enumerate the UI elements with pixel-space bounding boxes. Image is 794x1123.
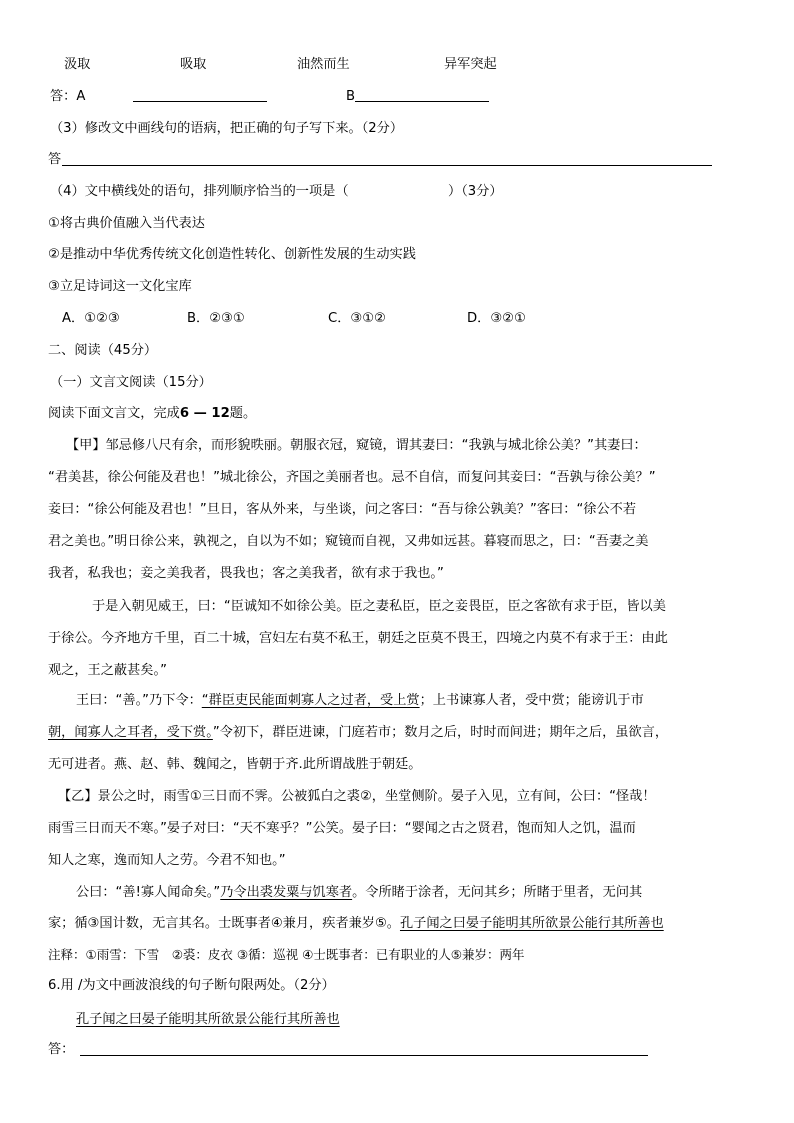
instruction-a: 阅读下面文言文，完成	[48, 406, 180, 421]
instruction-range: 6 — 12	[179, 406, 230, 421]
instruction-c: 题。	[229, 406, 257, 421]
q4-option-b[interactable]: B．②③①	[187, 311, 245, 326]
yi-line3: 知人之寒，逸而知人之劳。今君不知也。”	[48, 853, 286, 868]
answer-b-label: B	[346, 89, 356, 104]
reading-instruction	[48, 405, 256, 423]
q3-answer-blank[interactable]	[62, 153, 712, 166]
jia-p3-line2	[48, 724, 668, 742]
vocab-2: 吸取	[180, 57, 207, 72]
q4-option-d[interactable]: D．③②①	[467, 311, 526, 326]
answer-b-blank[interactable]	[355, 89, 489, 102]
q3-prompt: （3）修改文中画线句的语病，把正确的句子写下来。（2分）	[50, 121, 404, 136]
jia-p2-line2: 于徐公。今齐地方千里，百二十城，宫妇左右莫不私王，朝廷之臣莫不畏王，四境之内莫不有求于王：由此	[48, 631, 668, 646]
answer-a-blank[interactable]	[133, 89, 267, 102]
jia-p1-line2: “君美甚，徐公何能及君也！”城北徐公，齐国之美丽者也。忌不自信，而复问其妾曰：“吾孰与徐公美？”	[48, 470, 656, 485]
jia-p3-l2-b: ”令初下，群臣进谏，门庭若市；数月之后，时时而间进；期年之后，虽欲言，	[212, 725, 669, 740]
section2-title: 二、阅读（45分）	[48, 343, 158, 358]
q4-item-1: ①将古典价值融入当代表达	[48, 216, 205, 231]
yi-line5	[48, 915, 664, 933]
jia-p3-l1-b: ；上书谏寡人者，受中赏；能谤讥于市	[419, 693, 644, 708]
jia-p2-line3: 观之，王之蔽甚矣。”	[48, 663, 167, 678]
yi-l4-b: 。令所睹于涂者，无问其乡；所睹于里者，无问其	[352, 885, 643, 900]
jia-p3-underlined-1: “群臣吏民能面刺寡人之过者，受上赏	[201, 693, 420, 708]
vocab-3: 油然而生	[297, 57, 350, 72]
q4-option-a[interactable]: A．①②③	[62, 311, 120, 326]
vocab-1: 汲取	[64, 57, 91, 72]
yi-l5-a: 家；循③国计数，无言其名。士既事者④兼月，疾者兼岁⑤。	[48, 916, 400, 931]
jia-p3-underlined-2: 朝，闻寡人之耳者，受下赏	[48, 725, 207, 740]
q4-option-c[interactable]: C．③①②	[328, 311, 386, 326]
jia-p1-line1: 【甲】邹忌修八尺有余，而形貌昳丽。朝服衣冠，窥镜，谓其妻曰：“我孰与城北徐公美？”其妻曰：	[66, 438, 647, 453]
q4-prompt-a: （4）文中横线处的语句，排列顺序恰当的一项是（	[50, 184, 349, 199]
section2-sub: （一）文言文阅读（15分）	[50, 375, 212, 390]
jia-p1-line4: 君之美也。”明日徐公来，孰视之，自以为不如；窥镜而自视，又弗如远甚。暮寝而思之，曰：“吾妻之美	[48, 534, 649, 549]
yi-line1: 【乙】景公之时，雨雪①三日而不霁。公被狐白之裘②，坐堂侧阶。晏子入见，立有间，公曰：“怪哉！	[58, 789, 656, 804]
yi-line2: 雨雪三日而天不寒。”晏子对曰：“天不寒乎？”公笑。晏子曰：“婴闻之古之贤君，饱而知人之饥，温而	[48, 821, 636, 836]
q4-prompt-b: ）（3分）	[448, 184, 503, 199]
q6-prompt: 6.用 /为文中画波浪线的句子断句限两处。（2分）	[48, 978, 335, 993]
q3-answer-label: 答	[48, 152, 62, 167]
q6-answer-blank[interactable]	[80, 1043, 648, 1056]
vocab-4: 异军突起	[444, 57, 497, 72]
q6-sentence: 孔子闻之曰晏子能明其所欲景公能行其所善也	[76, 1012, 340, 1027]
q6-answer-label: 答：	[48, 1042, 75, 1057]
yi-l4-a: 公曰：“善!寡人闻命矣。”	[76, 885, 221, 900]
jia-p1-line3: 妾曰：“徐公何能及君也！”旦日，客从外来，与坐谈，问之客曰：“吾与徐公孰美？”客曰：“徐公不若	[48, 502, 637, 517]
yi-wavy-sentence: 孔子闻之曰晏子能明其所欲景公能行其所善也	[399, 916, 664, 931]
annotation-notes: 注释：①雨雪：下雪 ②裘：皮衣 ③循：巡视 ④士既事者：已有职业的人⑤兼岁：两年	[48, 947, 525, 962]
q4-item-3: ③立足诗词这一文化宝库	[48, 279, 192, 294]
jia-p1-line5: 我者，私我也；妾之美我者，畏我也；客之美我者，欲有求于我也。”	[48, 566, 444, 581]
jia-p3-line3: 无可进者。燕、赵、韩、魏闻之，皆朝于齐.此所谓战胜于朝廷。	[48, 757, 422, 772]
yi-line4	[76, 884, 642, 902]
jia-p2-line1: 于是入朝见威王，曰：“臣诚知不如徐公美。臣之妻私臣，臣之妾畏臣，臣之客欲有求于臣，皆以美	[92, 599, 666, 614]
q4-item-2: ②是推动中华优秀传统文化创造性转化、创新性发展的生动实践	[48, 247, 416, 262]
yi-underlined-1: 乃令出裘发粟与饥寒者	[220, 885, 353, 900]
answer-a-label: 答：A	[50, 89, 86, 104]
jia-p3-line1	[76, 692, 644, 710]
jia-p3-underlined-3: 。	[206, 725, 213, 740]
jia-p3-l1-a: 王曰：“善。”乃下令：	[76, 693, 202, 708]
